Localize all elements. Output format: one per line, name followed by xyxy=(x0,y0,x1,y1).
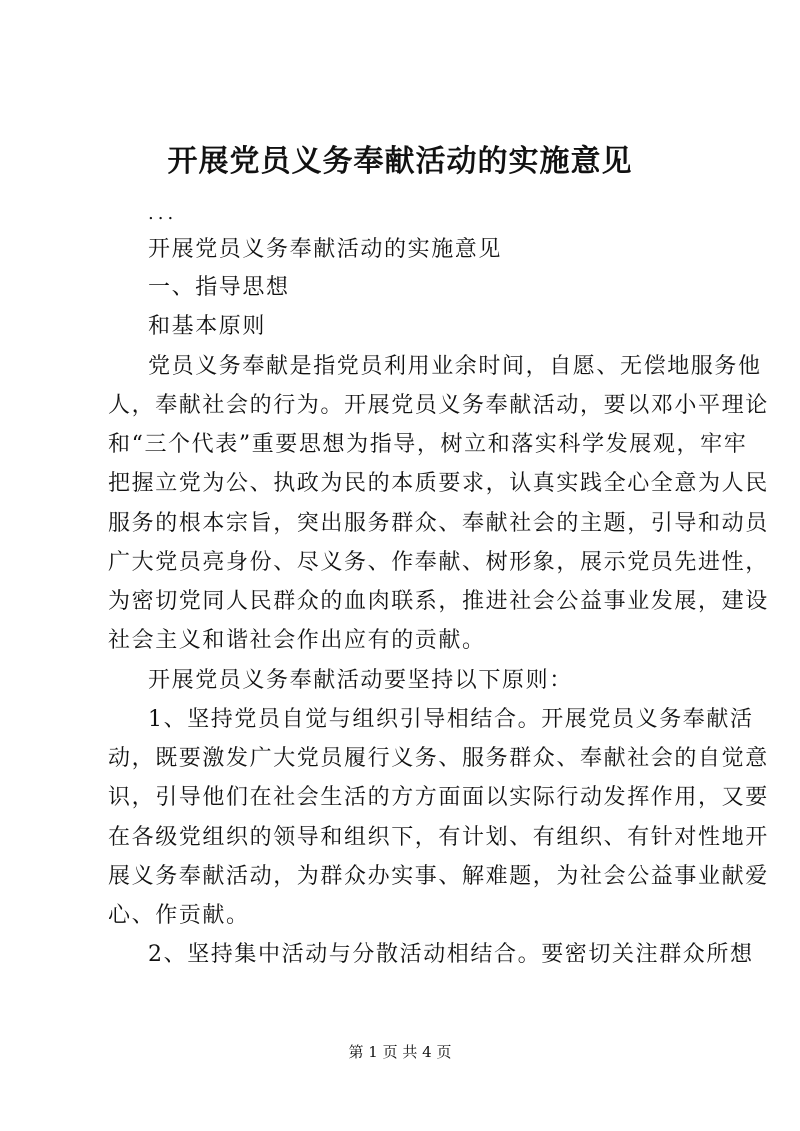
paragraph-line: 识，引导他们在社会生活的方方面面以实际行动发挥作用，又要 xyxy=(108,785,769,810)
document-title: 开展党员义务奉献活动的实施意见 xyxy=(167,144,633,179)
paragraph-line: 广大党员亮身份、尽义务、作奉献、树形象，展示党员先进性， xyxy=(108,550,769,575)
section-heading: 一、指导思想 xyxy=(148,275,290,300)
body-line: 和基本原则 xyxy=(148,314,267,339)
paragraph-line: 党员义务奉献是指党员利用业余时间，自愿、无偿地服务他 xyxy=(148,354,762,379)
paragraph-line: 开展党员义务奉献活动要坚持以下原则： xyxy=(148,668,573,693)
paragraph-line: 展义务奉献活动，为群众办实事、解难题，为社会公益事业献爱 xyxy=(108,864,769,889)
paragraph-line: 2、坚持集中活动与分散活动相结合。要密切关注群众所想 xyxy=(148,942,754,967)
paragraph-line: 在各级党组织的领导和组织下，有计划、有组织、有针对性地开 xyxy=(108,825,769,850)
paragraph-line: 心、作贡献。 xyxy=(108,903,250,928)
ellipsis-line: ... xyxy=(148,203,178,224)
paragraph-line: 把握立党为公、执政为民的本质要求，认真实践全心全意为人民 xyxy=(108,471,769,496)
body-line: 开展党员义务奉献活动的实施意见 xyxy=(148,237,503,262)
paragraph-line: 1、坚持党员自觉与组织引导相结合。开展党员义务奉献活 xyxy=(148,707,754,732)
paragraph-line: 为密切党同人民群众的血肉联系，推进社会公益事业发展，建设 xyxy=(108,589,769,614)
paragraph-line: 服务的根本宗旨，突出服务群众、奉献社会的主题，引导和动员 xyxy=(108,511,769,536)
paragraph-line: 动，既要激发广大党员履行义务、服务群众、奉献社会的自觉意 xyxy=(108,746,769,771)
page-number: 第 1 页 共 4 页 xyxy=(348,1043,452,1061)
paragraph-line: 社会主义和谐社会作出应有的贡献。 xyxy=(108,628,486,653)
paragraph-line: 和“三个代表”重要思想为指导，树立和落实科学发展观，牢牢 xyxy=(108,432,748,457)
paragraph-line: 人，奉献社会的行为。开展党员义务奉献活动，要以邓小平理论 xyxy=(108,393,769,418)
